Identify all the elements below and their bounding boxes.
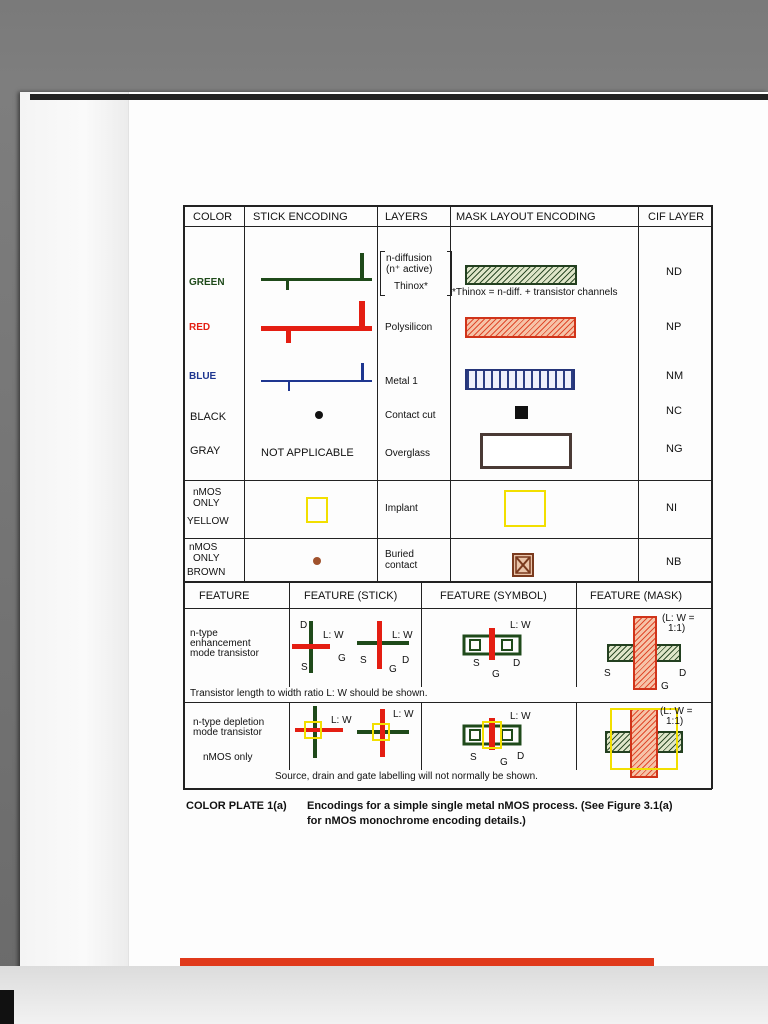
scanner-corner bbox=[0, 990, 14, 1024]
layer-thinox: Thinox* bbox=[394, 281, 428, 292]
color-label-red: RED bbox=[189, 322, 211, 333]
color-nmos-2: nMOS bbox=[189, 542, 218, 553]
dep-line2: mode transistor bbox=[193, 727, 262, 738]
stick-not-applicable: NOT APPLICABLE bbox=[261, 447, 354, 459]
layer-metal1: Metal 1 bbox=[385, 376, 418, 387]
cif-np: NP bbox=[666, 321, 682, 333]
mask-overglass-box bbox=[480, 433, 572, 469]
color-label-blue: BLUE bbox=[189, 371, 217, 382]
dep-stick-lw2: L: W bbox=[393, 709, 414, 720]
enh-stick-g2: G bbox=[389, 664, 397, 675]
page-margin-edge bbox=[20, 92, 129, 972]
dep-stick-lw1: L: W bbox=[331, 715, 352, 726]
page-top-shadow bbox=[30, 94, 768, 100]
enh-mask-d: D bbox=[679, 668, 687, 679]
scanner-bottom-band bbox=[0, 966, 768, 1024]
enh-mask-ratio-1: (L: W = bbox=[662, 613, 695, 624]
color-only-2: ONLY bbox=[193, 553, 220, 564]
header-layers: LAYERS bbox=[385, 211, 428, 223]
cif-nb: NB bbox=[666, 556, 682, 568]
header-cif-layer: CIF LAYER bbox=[648, 211, 705, 223]
feature-header-feature: FEATURE bbox=[199, 590, 250, 602]
enh-stick-d2: D bbox=[402, 655, 410, 666]
caption-label: COLOR PLATE 1(a) bbox=[186, 800, 287, 812]
cif-nc: NC bbox=[666, 405, 682, 417]
mask-green-hatch bbox=[465, 265, 577, 285]
layer-polysilicon: Polysilicon bbox=[385, 322, 433, 333]
dep-mask-ratio-1: (L: W = bbox=[660, 706, 693, 717]
dep-line1: n-type depletion bbox=[193, 717, 265, 728]
enh-symbol-s: S bbox=[473, 658, 480, 669]
dep-mask-ratio-2: 1:1) bbox=[666, 716, 684, 727]
enh-symbol-d: D bbox=[513, 658, 521, 669]
layer-n-active: (n⁺ active) bbox=[386, 264, 433, 275]
enh-stick-s1: S bbox=[301, 662, 308, 673]
layer-overglass: Overglass bbox=[385, 448, 431, 459]
enh-line3: mode transistor bbox=[190, 648, 259, 659]
feature-header-stick: FEATURE (STICK) bbox=[304, 590, 398, 602]
enh-stick-g1: G bbox=[338, 653, 346, 664]
mask-blue-stripes bbox=[465, 369, 575, 390]
cif-nm: NM bbox=[666, 370, 684, 382]
mask-buried-contact-icon bbox=[512, 553, 534, 577]
cif-ng: NG bbox=[666, 443, 683, 455]
dep-symbol-d: D bbox=[517, 751, 525, 762]
stick-buried-dot bbox=[313, 557, 321, 565]
enh-stick-d1: D bbox=[300, 620, 308, 631]
color-label-gray: GRAY bbox=[190, 445, 221, 457]
dep-note: Source, drain and gate labelling will not normally be shown. bbox=[275, 771, 538, 782]
header-stick-encoding: STICK ENCODING bbox=[253, 211, 348, 223]
dep-symbol-lw: L: W bbox=[510, 711, 531, 722]
mask-red-hatch bbox=[465, 317, 576, 338]
color-only-1: ONLY bbox=[193, 498, 220, 509]
enh-stick-lw1: L: W bbox=[323, 630, 344, 641]
mask-contact-square bbox=[515, 406, 528, 419]
color-label-brown: BROWN bbox=[187, 567, 226, 578]
dep-symbol-g: G bbox=[500, 757, 508, 768]
color-label-black: BLACK bbox=[190, 411, 227, 423]
dep-nmos-only: nMOS only bbox=[203, 752, 253, 763]
color-nmos-1: nMOS bbox=[193, 487, 222, 498]
feature-header-symbol: FEATURE (SYMBOL) bbox=[440, 590, 547, 602]
enh-note: Transistor length to width ratio L: W should be shown. bbox=[190, 688, 428, 699]
feature-header-mask: FEATURE (MASK) bbox=[590, 590, 683, 602]
color-label-yellow: YELLOW bbox=[187, 516, 229, 527]
header-color: COLOR bbox=[193, 211, 233, 223]
enh-stick-s2: S bbox=[360, 655, 367, 666]
red-cover-strip bbox=[180, 958, 654, 966]
dep-symbol-s: S bbox=[470, 752, 477, 763]
enh-mask-ratio-2: 1:1) bbox=[668, 623, 686, 634]
layer-contact: contact bbox=[385, 560, 418, 571]
enh-mask-s: S bbox=[604, 668, 611, 679]
cif-ni: NI bbox=[666, 502, 677, 514]
enh-mask-g: G bbox=[661, 681, 669, 692]
caption-line1: Encodings for a simple single metal nMOS process. (See Figure 3.1(a) bbox=[307, 800, 673, 812]
layer-contact-cut: Contact cut bbox=[385, 410, 436, 421]
enh-symbol-g: G bbox=[492, 669, 500, 680]
color-label-green: GREEN bbox=[189, 277, 225, 288]
header-mask-layout: MASK LAYOUT ENCODING bbox=[456, 211, 596, 223]
layer-implant: Implant bbox=[385, 503, 418, 514]
caption-line2: for nMOS monochrome encoding details.) bbox=[307, 815, 526, 827]
enh-line1: n-type bbox=[190, 628, 218, 639]
enh-line2: enhancement bbox=[190, 638, 251, 649]
layer-n-diffusion: n-diffusion bbox=[386, 253, 432, 264]
enh-symbol-lw: L: W bbox=[510, 620, 531, 631]
enh-stick-lw2: L: W bbox=[392, 630, 413, 641]
layer-buried: Buried bbox=[385, 549, 414, 560]
cif-nd: ND bbox=[666, 266, 682, 278]
stick-implant-box bbox=[306, 497, 328, 523]
mask-implant-box bbox=[504, 490, 546, 527]
thinox-footnote: *Thinox = n-diff. + transistor channels bbox=[452, 287, 618, 298]
stick-contact-dot bbox=[315, 411, 323, 419]
page-sheet bbox=[20, 92, 768, 972]
